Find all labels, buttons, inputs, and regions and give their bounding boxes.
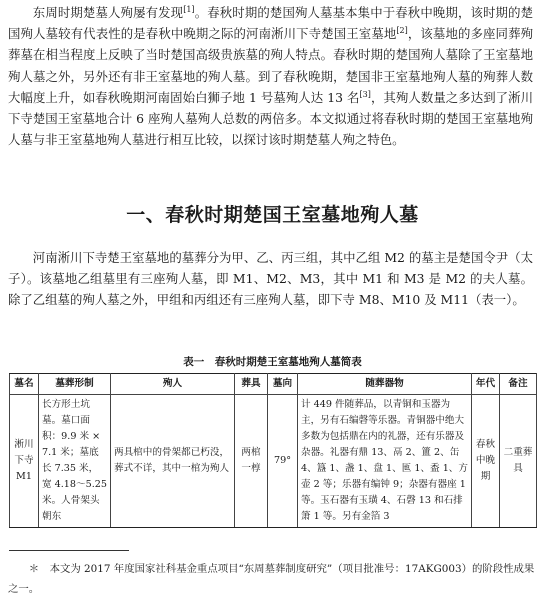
header-name: 墓名	[10, 374, 39, 395]
intro-paragraph	[8, 2, 533, 150]
header-victims: 殉人	[111, 374, 235, 395]
cell-victims: 两具棺中的骨架都已朽没，葬式不详，其中一棺为殉人	[111, 395, 235, 528]
section-heading: 一、春秋时期楚国王室墓地殉人墓	[126, 204, 419, 226]
table-caption: 表一 春秋时期楚王室墓地殉人墓简表	[183, 356, 362, 368]
cell-name: 淅川下寺 M1	[10, 395, 39, 528]
header-period: 年代	[472, 374, 500, 395]
citation-1[interactable]: [1]	[183, 5, 195, 14]
intro-text-2: 。春秋时期的楚国殉人墓基本集中于春秋中晚期，该时期的楚国殉人墓较有代表性的是春秋中晚期之际的河南淅川下寺楚国王室墓地	[8, 5, 534, 42]
cell-note: 二重葬具	[500, 395, 537, 528]
intro-text-4: ，其殉人数量之多达到了淅川下寺楚国王室墓地合计 6 座殉人墓殉人总数的两倍多。本文拟通过将春秋时期的楚国王室墓地殉人墓与非王室墓地殉人墓进行相互比较，以探讨该时期楚墓人殉之特色。	[8, 89, 534, 148]
cell-form: 长方形土坑墓。墓口面积：9.9 米 ×7.1 米；墓底长 7.35 米，宽 4.18～5.25 米。人骨架头朝东	[39, 395, 111, 528]
header-coffin: 葬具	[235, 374, 268, 395]
citation-3[interactable]: [3]	[359, 89, 371, 99]
cell-period: 春秋中晚期	[472, 395, 500, 528]
intro-text-1: 东周时期楚墓人殉屡有发现	[32, 5, 184, 20]
table-row	[10, 395, 537, 528]
footnote: ＊ 本文为 2017 年度国家社科基金重点项目“东周墓葬制度研究”（项目批准号：17AKG003）的阶段性成果之一。	[8, 563, 535, 595]
intro-text-3: ，该墓地的多座同葬殉葬墓在相当程度上反映了当时楚国高级贵族墓的殉人特点。春秋时期的楚国殉人墓除了王室墓地殉人墓之外，另外还有非王室墓地的殉人墓。到了春秋晚期，楚国非王室墓地殉人墓的殉葬人数大幅度上升，如春秋晚期河南固始白狮子地 1 号墓殉人达 13 名	[8, 26, 534, 105]
burial-table	[9, 373, 537, 528]
footnote-divider	[9, 550, 129, 551]
header-note: 备注	[500, 374, 537, 395]
cell-goods: 计 449 件随葬品，以青铜和玉器为主，另有石编磬等乐器。青铜器中绝大多数为包括鼎在内的礼器，还有乐器及杂器。礼器有鼎 13、鬲 2、簠 2、缶 4、簋 1、盏 1、盘 1、匜 1、盉 1、方壶 2 等；乐器有编钟 9；杂器有器座 1 等。玉石器有玉璜 4、石磬 13 和石排箫 1 等。另有金箔 3	[298, 395, 472, 528]
cell-coffin: 两棺一椁	[235, 395, 268, 528]
header-form: 墓葬形制	[39, 374, 111, 395]
cell-direction: 79°	[268, 395, 298, 528]
table-header-row	[10, 374, 537, 395]
header-goods: 随葬器物	[298, 374, 472, 395]
citation-2[interactable]: [2]	[396, 26, 408, 36]
section-paragraph: 河南淅川下寺楚王室墓地的墓葬分为甲、乙、丙三组，其中乙组 M2 的墓主是楚国令尹（太子）。该墓地乙组墓里有三座殉人墓，即 M1、M2、M3，其中 M1 和 M3 是 M2 的夫人墓。除了乙组墓的殉人墓之外，甲组和丙组还有三座殉人墓，即下寺 M8、M10 及 M11（表一）。	[8, 250, 533, 308]
header-direction: 墓向	[268, 374, 298, 395]
